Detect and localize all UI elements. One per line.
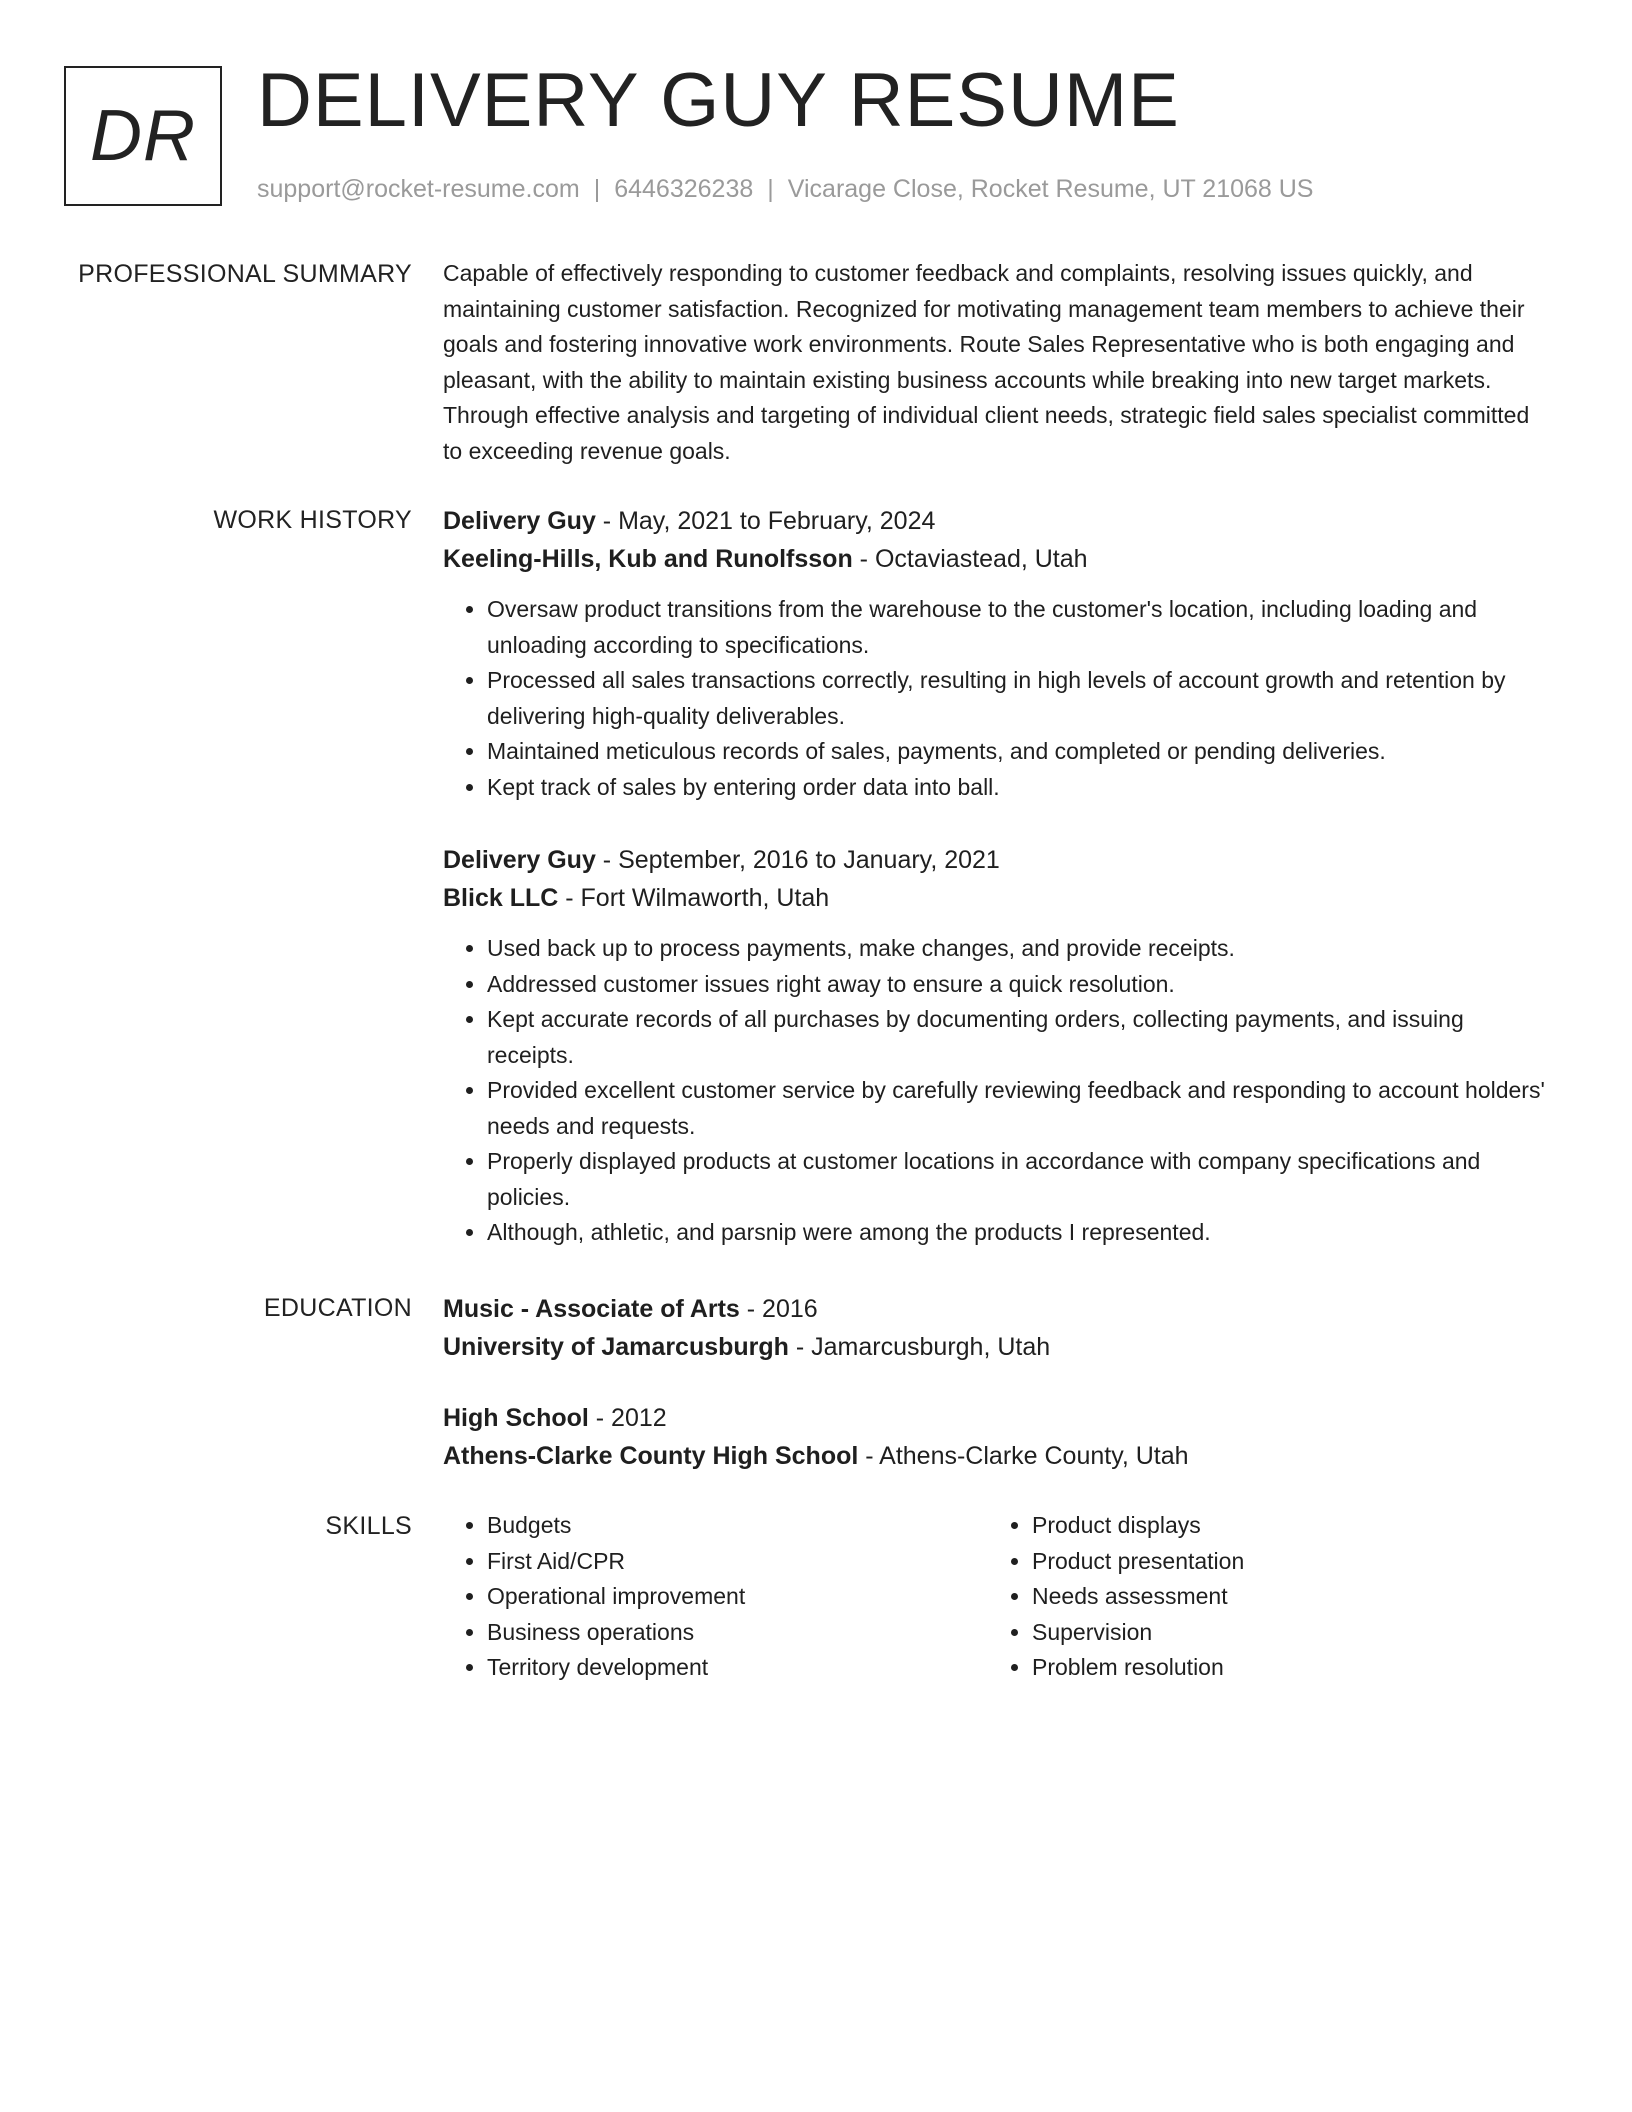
skill-item: • Needs assessment bbox=[1032, 1579, 1533, 1615]
education-year: - 2012 bbox=[588, 1404, 667, 1432]
job-location: - Octaviastead, Utah bbox=[852, 545, 1088, 573]
skills-column-left bbox=[443, 1508, 988, 1686]
skills-list bbox=[443, 1508, 988, 1686]
job-company-line bbox=[443, 540, 1553, 578]
job-bullet: • Processed all sales transactions correctly, resulting in high levels of account growth and retention by delivering high-quality deliverables. bbox=[487, 663, 1553, 734]
job-bullet: • Maintained meticulous records of sales, payments, and completed or pending deliveries. bbox=[487, 734, 1553, 770]
skills-list bbox=[988, 1508, 1533, 1686]
skill-item: • Product presentation bbox=[1032, 1544, 1533, 1580]
job-entry bbox=[443, 841, 1553, 1251]
section-label-education: EDUCATION bbox=[263, 1294, 412, 1322]
job-bullets bbox=[443, 931, 1553, 1251]
section-label-summary: PROFESSIONAL SUMMARY bbox=[78, 260, 412, 288]
skill-item: • Supervision bbox=[1032, 1615, 1533, 1651]
job-bullets bbox=[443, 592, 1553, 805]
job-company-line bbox=[443, 879, 1553, 917]
skill-item: • Territory development bbox=[487, 1650, 988, 1686]
summary-body bbox=[443, 256, 1553, 469]
contact-address: Vicarage Close, Rocket Resume, UT 21068 US bbox=[787, 175, 1314, 203]
job-bullet: • Properly displayed products at customer locations in accordance with company specifications and policies. bbox=[487, 1144, 1553, 1215]
job-company: Blick LLC bbox=[443, 884, 559, 912]
job-bullet: • Oversaw product transitions from the warehouse to the customer's location, including loading and unloading according to specifications. bbox=[487, 592, 1553, 663]
job-bullet: • Kept accurate records of all purchases by documenting orders, collecting payments, and issuing receipts. bbox=[487, 1002, 1553, 1073]
contact-phone[interactable]: 6446326238 bbox=[614, 175, 754, 203]
resume-title: DELIVERY GUY RESUME bbox=[257, 58, 1180, 143]
education-entry bbox=[443, 1290, 1553, 1366]
education-location: - Jamarcusburgh, Utah bbox=[788, 1333, 1051, 1361]
skills-grid bbox=[443, 1508, 1553, 1686]
skills-column-right bbox=[988, 1508, 1533, 1686]
education-location: - Athens-Clarke County, Utah bbox=[858, 1442, 1189, 1470]
education-degree: Music - Associate of Arts bbox=[443, 1295, 740, 1323]
section-label-skills: SKILLS bbox=[325, 1512, 412, 1540]
job-company: Keeling-Hills, Kub and Runolfsson bbox=[443, 545, 853, 573]
education-year: - 2016 bbox=[739, 1295, 818, 1323]
summary-text: Capable of effectively responding to customer feedback and complaints, resolving issues quickly, and maintaining customer satisfaction. Recognized for motivating management team members to achieve their goals and fostering innovative work environments. Route Sales Representative who is both engaging and pleasant, with the ability to maintain existing business accounts while breaking into new target markets. Through effective analysis and targeting of individual client needs, strategic field sales specialist committed to exceeding revenue goals. bbox=[443, 260, 1530, 464]
section-label-work-history: WORK HISTORY bbox=[213, 506, 412, 534]
skill-item: • Problem resolution bbox=[1032, 1650, 1533, 1686]
job-title: Delivery Guy bbox=[443, 846, 596, 874]
job-location: - Fort Wilmaworth, Utah bbox=[558, 884, 830, 912]
contact-line bbox=[257, 172, 1314, 206]
job-title: Delivery Guy bbox=[443, 507, 596, 535]
education-entry bbox=[443, 1399, 1553, 1475]
contact-separator: | bbox=[767, 175, 774, 203]
monogram-logo: DR bbox=[64, 66, 222, 206]
job-bullet: • Although, athletic, and parsnip were among the products I represented. bbox=[487, 1215, 1553, 1251]
education-school: Athens-Clarke County High School bbox=[443, 1442, 859, 1470]
job-title-line bbox=[443, 841, 1553, 879]
education-degree: High School bbox=[443, 1404, 589, 1432]
education-degree-line bbox=[443, 1290, 1553, 1328]
skills-body bbox=[443, 1508, 1553, 1686]
education-degree-line bbox=[443, 1399, 1553, 1437]
education-body bbox=[443, 1290, 1553, 1475]
job-dates: - September, 2016 to January, 2021 bbox=[595, 846, 1000, 874]
education-school-line bbox=[443, 1328, 1553, 1366]
skill-item: • First Aid/CPR bbox=[487, 1544, 988, 1580]
skill-item: • Product displays bbox=[1032, 1508, 1533, 1544]
work-history-body bbox=[443, 502, 1553, 1251]
contact-email[interactable]: support@rocket-resume.com bbox=[257, 175, 580, 203]
contact-separator: | bbox=[593, 175, 601, 203]
education-school-line bbox=[443, 1437, 1553, 1475]
job-dates: - May, 2021 to February, 2024 bbox=[595, 507, 936, 535]
skill-item: • Budgets bbox=[487, 1508, 988, 1544]
job-bullet: • Kept track of sales by entering order data into ball. bbox=[487, 770, 1553, 806]
job-bullet: • Addressed customer issues right away to ensure a quick resolution. bbox=[487, 967, 1553, 1003]
skill-item: • Business operations bbox=[487, 1615, 988, 1651]
job-bullet: • Used back up to process payments, make changes, and provide receipts. bbox=[487, 931, 1553, 967]
skill-item: • Operational improvement bbox=[487, 1579, 988, 1615]
job-bullet: • Provided excellent customer service by carefully reviewing feedback and responding to account holders' needs and requests. bbox=[487, 1073, 1553, 1144]
job-title-line bbox=[443, 502, 1553, 540]
education-school: University of Jamarcusburgh bbox=[443, 1333, 789, 1361]
job-entry bbox=[443, 502, 1553, 805]
